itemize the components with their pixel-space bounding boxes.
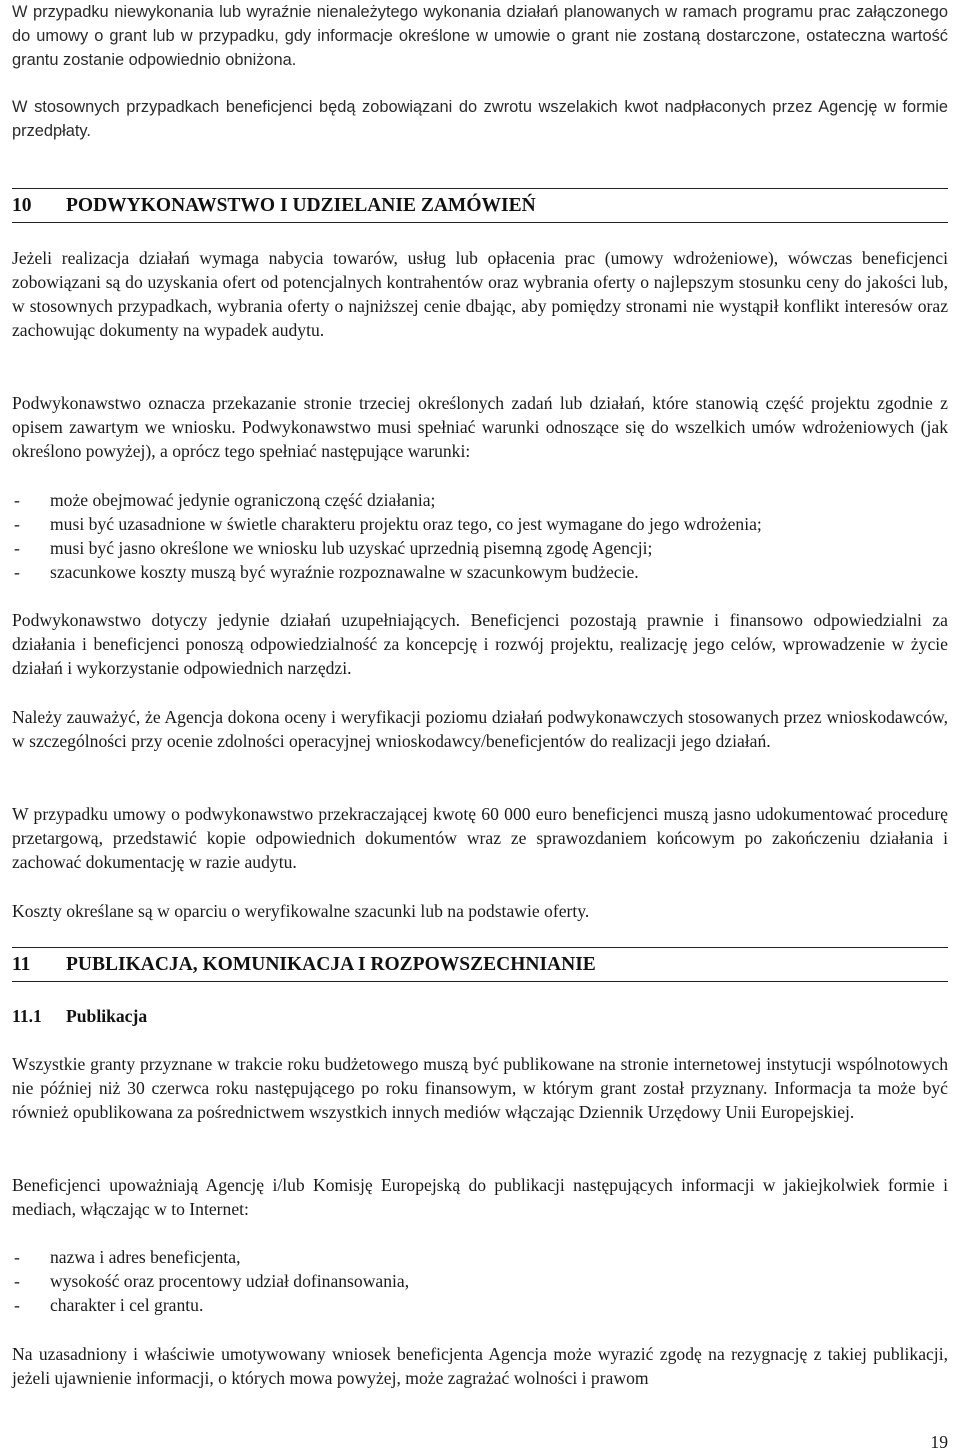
list-item: - szacunkowe koszty muszą być wyraźnie rozpoznawalne w szacunkowym budżecie. (14, 562, 639, 582)
list-item: - może obejmować jedynie ograniczoną część działania; (14, 490, 436, 510)
section-10-paragraph-3: Podwykonawstwo dotyczy jedynie działań uzupełniających. Beneficjenci pozostają prawnie i finansowo odpowiedzialni za działania i beneficjenci ponoszą odpowiedzialność za koncepcję i rozwój projektu, realizację jego celów, wprowadzenie w życie działań i wykorzystanie odpowiednich narzędzi. (12, 610, 948, 678)
section-10-paragraph-2: Podwykonawstwo oznacza przekazanie stronie trzeciej określonych zadań lub działań, które stanowią część projektu zgodnie z opisem zawartym we wniosku. Podwykonawstwo musi spełniać warunki odnoszące się do wszelkich umów wdrożeniowych (jak określono powyżej), a oprócz tego spełniać następujące warunki: (12, 393, 948, 461)
section-10-paragraph-5: W przypadku umowy o podwykonawstwo przekraczającej kwotę 60 000 euro beneficjenci muszą jasno udokumentować procedurę przetargową, przedstawić kopie odpowiednich dokumentów wraz ze sprawozdaniem końcowym po zakończeniu działania i zachować dokumentację w razie audytu. (12, 804, 948, 872)
section-11-heading (12, 947, 948, 982)
list-item: - charakter i cel grantu. (14, 1295, 204, 1315)
published-info-list (12, 1245, 948, 1317)
intro-paragraph-1: W przypadku niewykonania lub wyraźnie nienależytego wykonania działań planowanych w ramach programu prac załączonego do umowy o grant lub w przypadku, gdy informacje określone w umowie o grant nie zostaną dostarczone, ostateczna wartość grantu zostanie odpowiednio obniżona. (12, 3, 948, 69)
section-11-paragraph-1: Wszystkie granty przyznane w trakcie roku budżetowego muszą być publikowane na stronie internetowej instytucji wspólnotowych nie później niż 30 czerwca roku następującego po roku finansowym, w którym grant został przyznany. Informacja ta może być również opublikowana za pośrednictwem wszystkich innych mediów włączając Dziennik Urzędowy Unii Europejskiej. (12, 1054, 948, 1122)
section-10-paragraph-4: Należy zauważyć, że Agencja dokona oceny i weryfikacji poziomu działań podwykonawczych stosowanych przez wnioskodawców, w szczególności przy ocenie zdolności operacyjnej wnioskodawcy/beneficjentów do realizacji jego działań. (12, 707, 948, 751)
section-10-number: 10 (12, 195, 32, 216)
subsection-11-1-number: 11.1 (12, 1006, 42, 1026)
section-10-paragraph-1: Jeżeli realizacja działań wymaga nabycia towarów, usług lub opłacenia prac (umowy wdrożeniowe), wówczas beneficjenci zobowiązani są do uzyskania ofert od potencjalnych kontrahentów oraz wybrania oferty o najlepszym stosunku ceny do jakości lub, w stosownych przypadkach, wybrania oferty o najniższej cenie dbając, aby pomiędzy stronami nie wystąpił konflikt interesów oraz zachowując dokumenty na wypadek audytu. (12, 248, 948, 340)
section-11-number: 11 (12, 954, 31, 975)
list-item: - musi być jasno określone we wniosku lub uzyskać uprzednią pisemną zgodę Agencji; (14, 538, 653, 558)
page-number: 19 (930, 1432, 948, 1452)
list-item: - nazwa i adres beneficjenta, (14, 1247, 241, 1267)
section-11-paragraph-3: Na uzasadniony i właściwie umotywowany wniosek beneficjenta Agencja może wyrazić zgodę na rezygnację z takiej publikacji, jeżeli ujawnienie informacji, o których mowa powyżej, może zagrażać wolności i prawom (12, 1344, 948, 1388)
list-item: - musi być uzasadnione w świetle charakteru projektu oraz tego, co jest wymagane do jego wdrożenia; (14, 514, 762, 534)
intro-paragraph-2: W stosownych przypadkach beneficjenci będą zobowiązani do zwrotu wszelakich kwot nadpłaconych przez Agencję w formie przedpłaty. (12, 98, 948, 140)
section-10-title: PODWYKONAWSTWO I UDZIELANIE ZAMÓWIEŃ (66, 195, 536, 216)
section-10-heading (12, 188, 948, 223)
subsection-11-1-title: Publikacja (66, 1006, 148, 1026)
subsection-11-1-heading (12, 1004, 948, 1028)
subcontracting-conditions-list (12, 488, 948, 584)
section-11-paragraph-2: Beneficjenci upoważniają Agencję i/lub Komisję Europejską do publikacji następujących informacji w jakiejkolwiek formie i mediach, włączając w to Internet: (12, 1175, 948, 1219)
list-item: - wysokość oraz procentowy udział dofinansowania, (14, 1271, 410, 1291)
section-11-title: PUBLIKACJA, KOMUNIKACJA I ROZPOWSZECHNIANIE (66, 954, 596, 975)
section-10-paragraph-6: Koszty określane są w oparciu o weryfikowalne szacunki lub na podstawie oferty. (12, 901, 590, 921)
